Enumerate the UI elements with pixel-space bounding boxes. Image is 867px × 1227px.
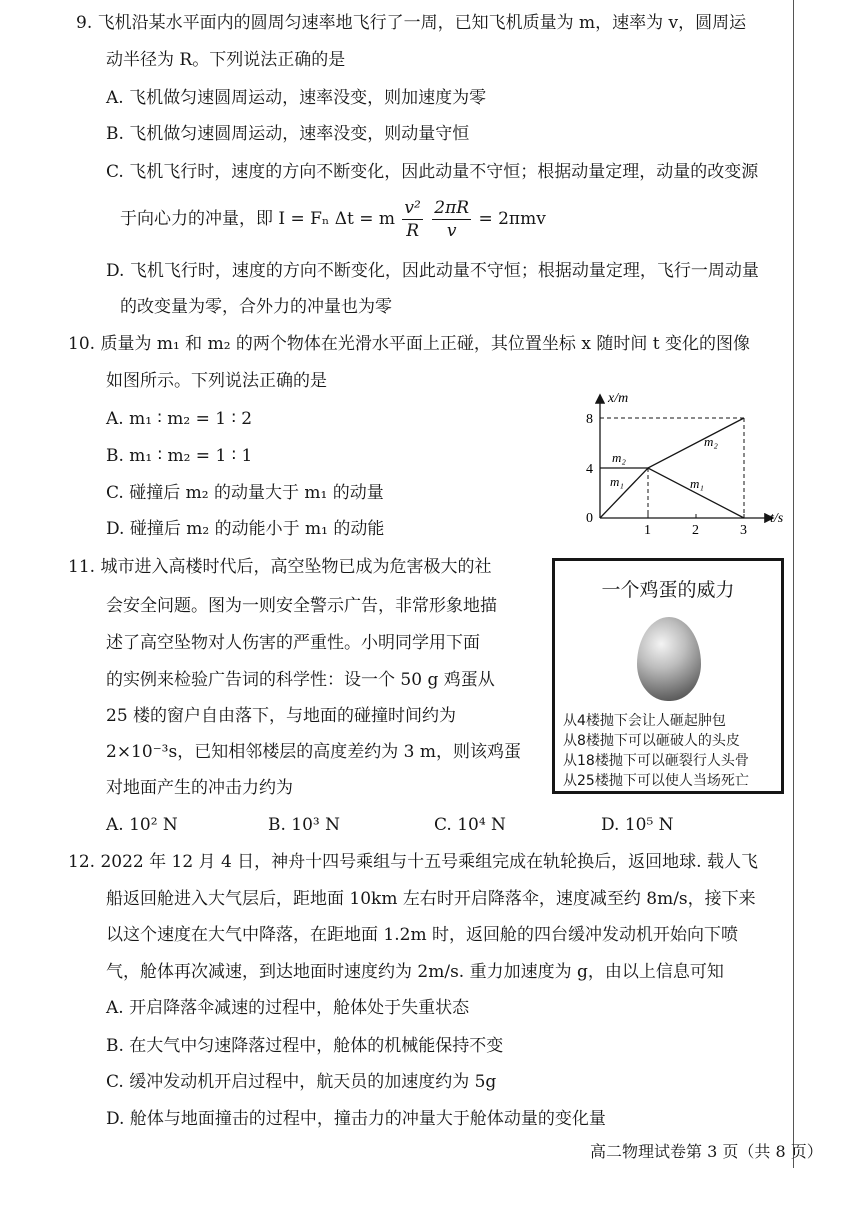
series-lines [600,418,744,518]
q10-option-b: B. m₁ ∶ m₂ = 1 ∶ 1 [106,446,253,466]
page-edge-rule [793,0,794,1168]
q12-option-b: B. 在大气中匀速降落过程中，舱体的机械能保持不变 [106,1036,504,1056]
q11-stem-line2: 会安全问题。图为一则安全警示广告，非常形象地描 [106,596,497,616]
q11-stem-line1: 11. 城市进入高楼时代后，高空坠物已成为危害极大的社 [68,557,492,577]
y-axis-label: x/m [608,391,629,406]
q12-option-c: C. 缓冲发动机开启过程中，航天员的加速度约为 5g [106,1072,497,1092]
q12-stem-line2: 船返回舱进入大气层后，距地面 10km 左右时开启降落伞，速度减至约 8m/s，接下来 [106,889,756,909]
poster-line-1: 从4楼抛下会让人砸起肿包 [563,713,726,729]
origin-label: 0 [586,511,593,526]
q9-c-frac1-top: v² [404,198,421,218]
q9-c-prefix: 于向心力的冲量，即 I = Fₙ Δt = m [120,209,396,229]
x-axis-label: t/s [770,511,784,526]
poster-line-2: 从8楼抛下可以砸破人的头皮 [563,733,740,749]
q11-stem-line7: 对地面产生的冲击力约为 [106,778,293,798]
position-time-graph [572,388,794,534]
q9-option-d-line1: D. 飞机飞行时，速度的方向不断变化，因此动量不守恒；根据动量定理，飞行一周动量 [106,261,759,281]
x-tick-2: 2 [692,523,699,534]
q9-c-frac2 [432,197,471,242]
poster-text [563,711,749,791]
q9-c-frac2-top: 2πR [434,198,470,218]
label-m2-before: m₂ [612,450,626,465]
label-m2-after: m₂ [704,434,718,449]
q9-option-c-formula [120,197,546,242]
q12-stem-line1: 12. 2022 年 12 月 4 日，神舟十四号乘组与十五号乘组完成在轨轮换后，返回地球. 载人飞 [68,852,758,872]
x-tick-1: 1 [644,523,651,534]
page-footer: 高二物理试卷第 3 页（共 8 页） [590,1142,823,1161]
y-tick-4: 4 [586,462,593,477]
egg-warning-poster [552,558,784,794]
poster-line-3: 从18楼抛下可以砸裂行人头骨 [563,753,749,769]
q9-c-suffix: = 2πmv [478,209,546,229]
q11-option-a: A. 10² N [106,815,178,835]
q9-option-c-line1: C. 飞机飞行时，速度的方向不断变化，因此动量不守恒；根据动量定理，动量的改变源 [106,162,759,182]
q9-option-a: A. 飞机做匀速圆周运动，速率没变，则加速度为零 [106,88,487,108]
q11-option-d: D. 10⁵ N [601,815,674,835]
q9-c-frac1-bottom: R [406,221,420,241]
x-tick-3: 3 [740,523,747,534]
q12-option-d: D. 舱体与地面撞击的过程中，撞击力的冲量大于舱体动量的变化量 [106,1109,606,1129]
q12-stem-line4: 气，舱体再次减速，到达地面时速度约为 2m/s. 重力加速度为 g，由以上信息可知 [106,962,724,982]
q11-stem-line6: 2×10⁻³s，已知相邻楼层的高度差约为 3 m，则该鸡蛋 [106,742,521,762]
q11-option-c: C. 10⁴ N [434,815,506,835]
q11-stem-line5: 25 楼的窗户自由落下，与地面的碰撞时间约为 [106,706,457,726]
q10-stem-line2: 如图所示。下列说法正确的是 [106,371,327,391]
q9-c-frac2-bottom: v [446,221,457,241]
q12-option-a: A. 开启降落伞减速的过程中，舱体处于失重状态 [106,998,470,1018]
q12-stem-line3: 以这个速度在大气中降落，在距地面 1.2m 时，返回舱的四台缓冲发动机开始向下喷 [106,925,738,945]
q9-stem-line1: 9. 飞机沿某水平面内的圆周匀速率地飞行了一周，已知飞机质量为 m，速率为 v，圆周运 [76,13,747,33]
label-m1-before: m₁ [610,474,624,489]
egg-illustration [637,617,701,701]
q11-option-b: B. 10³ N [268,815,341,835]
q10-option-d: D. 碰撞后 m₂ 的动能小于 m₁ 的动能 [106,519,385,539]
q9-c-frac1 [402,197,422,242]
q11-stem-line4: 的实例来检验广告词的科学性：设一个 50 g 鸡蛋从 [106,670,495,690]
q9-stem-line2: 动半径为 R。下列说法正确的是 [106,50,346,70]
q10-option-c: C. 碰撞后 m₂ 的动量大于 m₁ 的动量 [106,483,384,503]
poster-line-4: 从25楼抛下可以使人当场死亡 [563,773,749,789]
poster-title: 一个鸡蛋的威力 [601,579,735,601]
q9-option-d-line2: 的改变量为零，合外力的冲量也为零 [120,297,392,317]
label-m1-after: m₁ [690,476,704,491]
q10-stem-line1: 10. 质量为 m₁ 和 m₂ 的两个物体在光滑水平面上正碰，其位置坐标 x 随时间 t 变化的图像 [68,334,750,354]
q10-option-a: A. m₁ ∶ m₂ = 1 ∶ 2 [106,409,253,429]
q11-stem-line3: 述了高空坠物对人伤害的严重性。小明同学用下面 [106,633,480,653]
q9-option-b: B. 飞机做匀速圆周运动，速率没变，则动量守恒 [106,124,470,144]
y-tick-8: 8 [586,412,593,427]
